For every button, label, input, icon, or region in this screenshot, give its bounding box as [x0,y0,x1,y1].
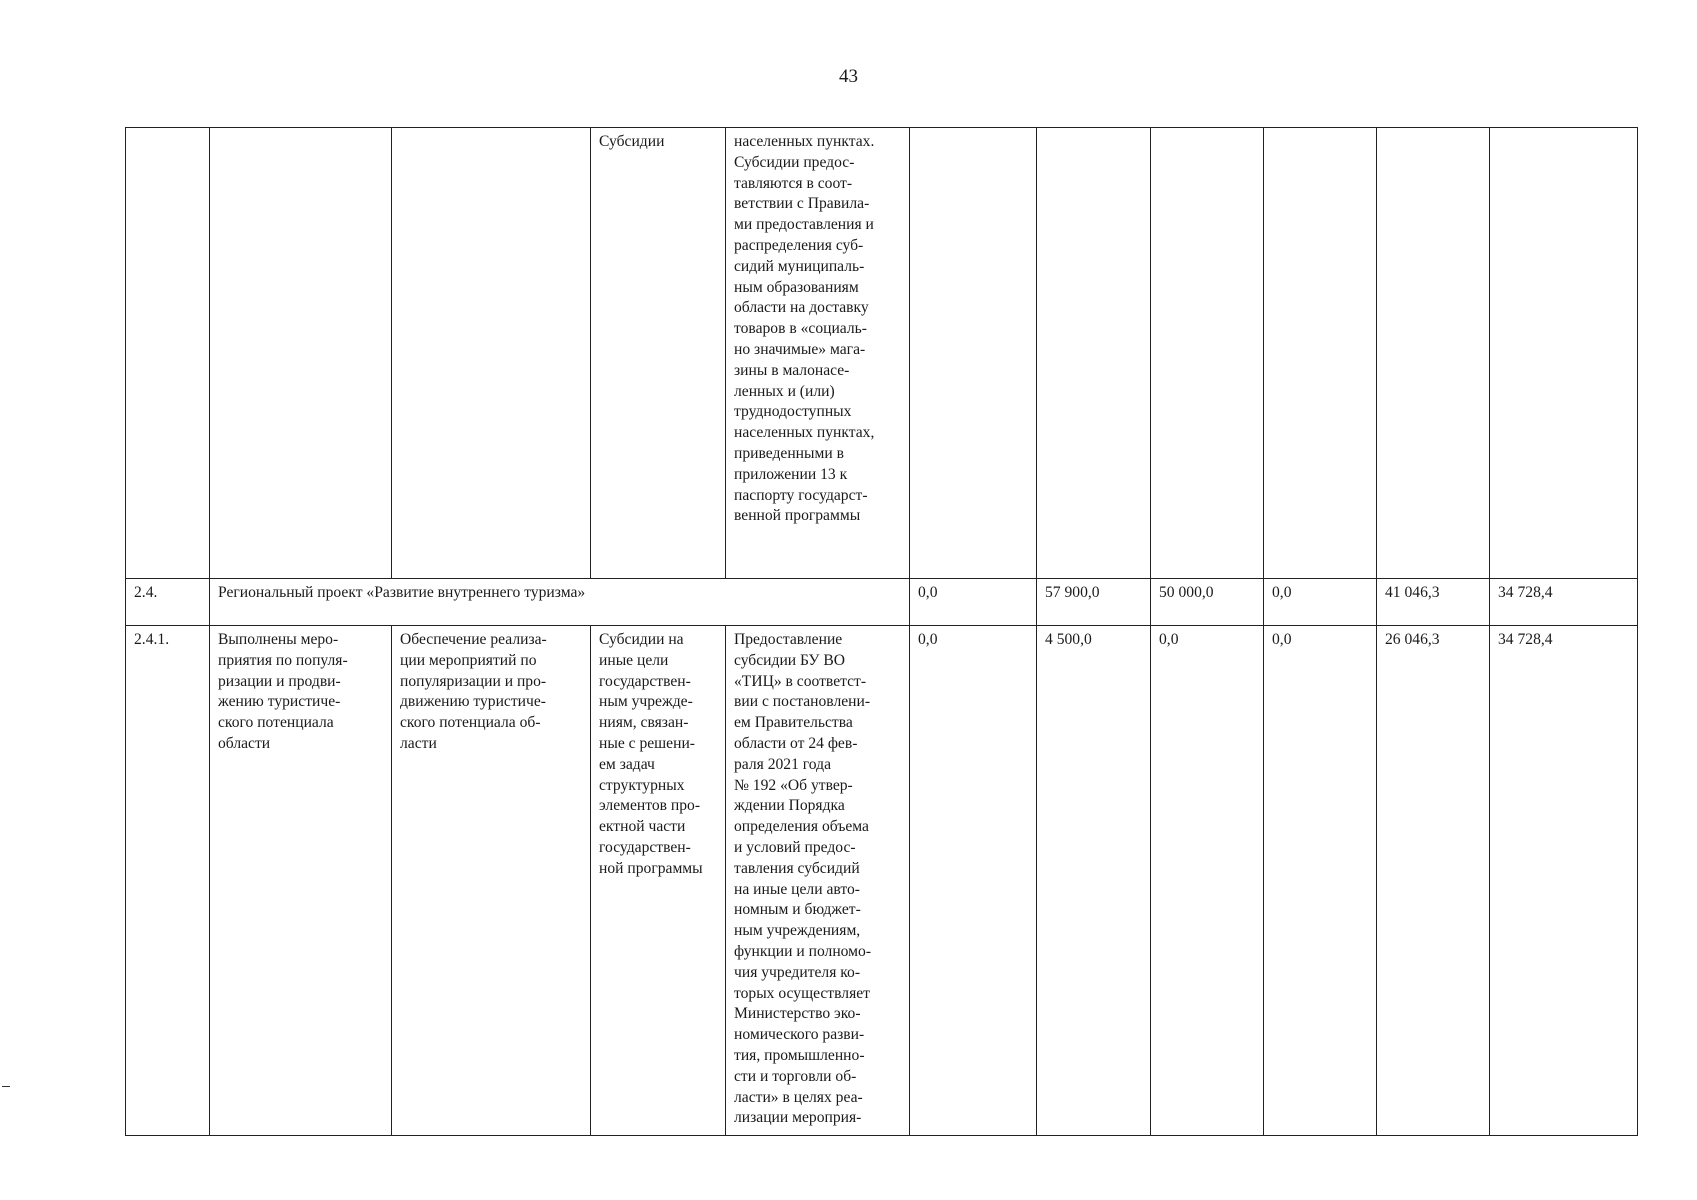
cell-result: Выполнены меро- приятия по популя- ризации и продви- жению туристиче- ского потенциала области [210,626,392,1136]
cell-project-title: Региональный проект «Развитие внутреннего туризма» [210,579,910,626]
cell-type: Субсидии на иные цели государствен- ным учрежде- ниям, связан- ные с решени- ем задач структурных элементов про- ектной части государствен- ной программы [591,626,726,1136]
table-row [126,579,1638,626]
cell-value [1264,128,1377,579]
cell-value: 0,0 [910,579,1037,626]
table-row [126,128,1638,579]
cell-value: 26 046,3 [1377,626,1490,1136]
cell-value: 41 046,3 [1377,579,1490,626]
cell-value: 0,0 [1151,626,1264,1136]
cell-value [1151,128,1264,579]
cell-value [1037,128,1151,579]
cell-num: 2.4. [126,579,210,626]
cell-type: Субсидии [591,128,726,579]
cell-value: 4 500,0 [1037,626,1151,1136]
program-table [125,127,1638,1136]
cell-num [126,128,210,579]
cell-value [1377,128,1490,579]
cell-value: 0,0 [910,626,1037,1136]
cell-value: 34 728,4 [1490,579,1638,626]
cell-value: 57 900,0 [1037,579,1151,626]
cell-value: 0,0 [1264,579,1377,626]
cell-value: 50 000,0 [1151,579,1264,626]
cell-value [910,128,1037,579]
cell-value: 34 728,4 [1490,626,1638,1136]
cell-task: Обеспечение реализа- ции мероприятий по популяризации и про- движению туристиче- ского потенциала об- ласти [392,626,591,1136]
cell-value: 0,0 [1264,626,1377,1136]
table-row [126,626,1638,1136]
cell-description: Предоставление субсидии БУ ВО «ТИЦ» в соответст- вии с постановлени- ем Правительства области от 24 фев- раля 2021 года № 192 «Об утвер- ждении Порядка определения объема и условий предос- тавления субсидий на иные цели авто- номным и бюджет- ным учреждениям, функции и полномо- чия учредителя ко- торых осуществляет Министерство эко- номического разви- тия, промышленно- сти и торговли об- ласти» в целях реа- лизации мероприя- [726,626,910,1136]
cell-num: 2.4.1. [126,626,210,1136]
cell-task [392,128,591,579]
cell-description: населенных пунктах. Субсидии предос- тавляются в соот- ветствии с Правила- ми предоставления и распределения суб- сидий муниципаль- ным образованиям области на доставку товаров в «социаль- но значимые» мага- зины в малонасе- ленных и (или) труднодоступных населенных пунктах, приведенными в приложении 13 к паспорту государст- венной программы [726,128,910,579]
page-number: 43 [839,66,858,87]
cell-value [1490,128,1638,579]
cell-result [210,128,392,579]
scan-margin-mark [2,1086,10,1087]
